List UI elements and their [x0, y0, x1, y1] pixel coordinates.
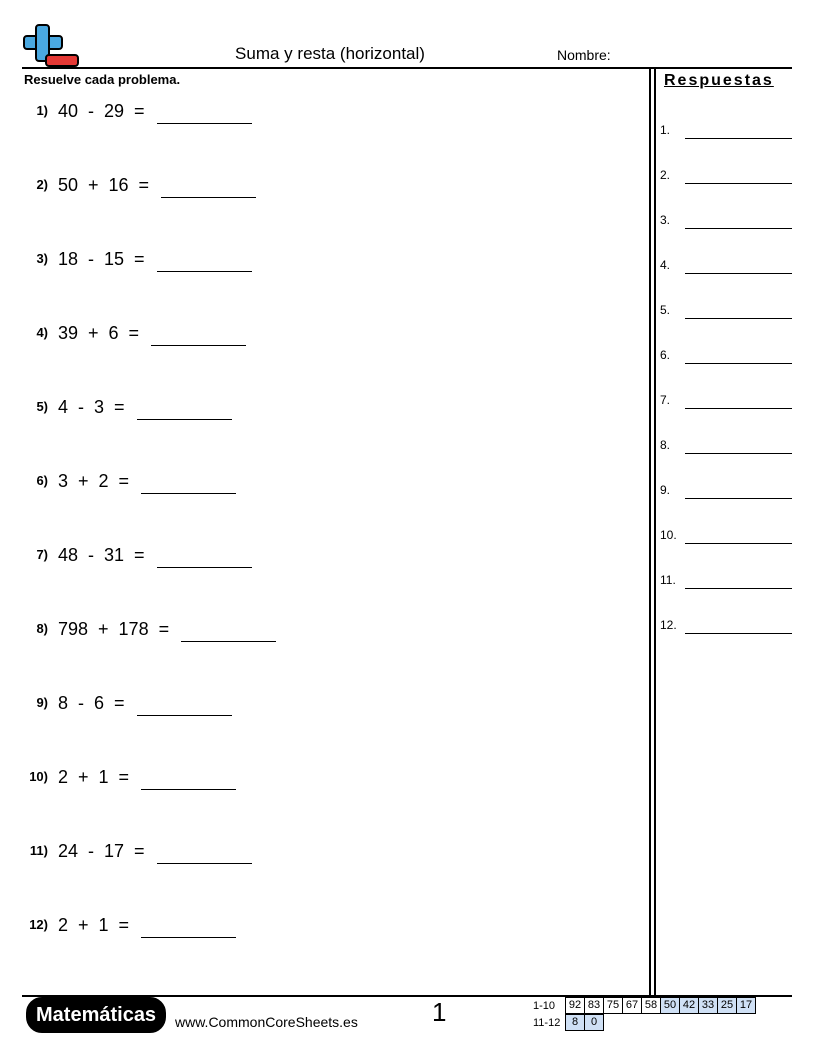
problem-row: [22, 470, 236, 494]
answer-blank[interactable]: [137, 399, 232, 420]
answer-number: 8.: [660, 438, 671, 452]
score-cell: 8: [565, 1014, 585, 1031]
problem-number: 4): [36, 325, 48, 340]
answer-number: 1.: [660, 123, 671, 137]
answer-number: 10.: [660, 528, 677, 542]
problem-row: [22, 100, 252, 124]
problem-expression: 798 + 178 =: [58, 619, 170, 639]
answer-blank[interactable]: [157, 251, 252, 272]
problem-number: 9): [36, 695, 48, 710]
problem-row: [22, 914, 236, 938]
answer-line[interactable]: [685, 138, 792, 139]
answer-number: 9.: [660, 483, 671, 497]
answer-line[interactable]: [685, 183, 792, 184]
problem-expression: 39 + 6 =: [58, 323, 140, 343]
score-cell: 58: [641, 997, 661, 1014]
answer-line[interactable]: [685, 408, 792, 409]
answer-blank[interactable]: [157, 843, 252, 864]
answer-blank[interactable]: [161, 177, 256, 198]
score-cell: 67: [622, 997, 642, 1014]
answer-line[interactable]: [685, 498, 792, 499]
answer-row: [660, 526, 792, 544]
problem-number: 11): [29, 843, 48, 858]
score-cell: 83: [584, 997, 604, 1014]
answers-title: Respuestas: [664, 72, 774, 89]
header-divider: [22, 67, 792, 69]
answer-row: [660, 481, 792, 499]
score-cell: 92: [565, 997, 585, 1014]
problem-number: 6): [36, 473, 48, 488]
problem-row: [22, 544, 252, 568]
problem-number: 10): [29, 769, 48, 784]
answer-row: [660, 256, 792, 274]
page-number: 1: [432, 997, 447, 1027]
answer-line[interactable]: [685, 273, 792, 274]
answer-row: [660, 391, 792, 409]
score-cell: 33: [698, 997, 718, 1014]
problem-row: [22, 396, 232, 420]
answer-number: 12.: [660, 618, 677, 632]
score-row: [533, 1014, 604, 1031]
problem-expression: 8 - 6 =: [58, 693, 125, 713]
problem-row: [22, 766, 236, 790]
problem-number: 7): [36, 547, 48, 562]
problem-row: [22, 840, 252, 864]
answer-number: 6.: [660, 348, 671, 362]
answer-row: [660, 436, 792, 454]
problem-row: [22, 248, 252, 272]
score-cell: 17: [736, 997, 756, 1014]
column-divider-inner: [654, 68, 656, 996]
answer-row: [660, 301, 792, 319]
answer-blank[interactable]: [141, 769, 236, 790]
problem-expression: 48 - 31 =: [58, 545, 145, 565]
answer-number: 2.: [660, 168, 671, 182]
answer-line[interactable]: [685, 453, 792, 454]
score-cell: 50: [660, 997, 680, 1014]
answer-blank[interactable]: [151, 325, 246, 346]
problem-number: 8): [36, 621, 48, 636]
problem-number: 5): [36, 399, 48, 414]
problem-expression: 18 - 15 =: [58, 249, 145, 269]
answer-row: [660, 571, 792, 589]
problem-expression: 40 - 29 =: [58, 101, 145, 121]
answer-row: [660, 616, 792, 634]
score-cell: 75: [603, 997, 623, 1014]
answer-row: [660, 346, 792, 364]
problem-row: [22, 322, 246, 346]
problem-expression: 2 + 1 =: [58, 915, 130, 935]
answer-blank[interactable]: [181, 621, 276, 642]
problem-row: [22, 618, 276, 642]
score-range-label: 1-10: [533, 999, 556, 1012]
problem-expression: 2 + 1 =: [58, 767, 130, 787]
answer-number: 11.: [660, 573, 676, 587]
worksheet-title: Suma y resta (horizontal): [235, 44, 425, 63]
problem-expression: 50 + 16 =: [58, 175, 150, 195]
score-cell: 42: [679, 997, 699, 1014]
answer-blank[interactable]: [141, 917, 236, 938]
answer-number: 5.: [660, 303, 671, 317]
problem-number: 2): [36, 177, 48, 192]
answer-row: [660, 166, 792, 184]
score-cell: 0: [584, 1014, 604, 1031]
answer-blank[interactable]: [141, 473, 236, 494]
problem-number: 12): [29, 917, 48, 932]
answer-line[interactable]: [685, 543, 792, 544]
site-url: www.CommonCoreSheets.es: [175, 1014, 358, 1030]
answer-line[interactable]: [685, 363, 792, 364]
answer-blank[interactable]: [137, 695, 232, 716]
answer-number: 7.: [660, 393, 671, 407]
problem-number: 3): [36, 251, 48, 266]
instructions: Resuelve cada problema.: [24, 72, 181, 87]
answer-line[interactable]: [685, 228, 792, 229]
answer-number: 3.: [660, 213, 671, 227]
answer-blank[interactable]: [157, 103, 252, 124]
problem-expression: 24 - 17 =: [58, 841, 145, 861]
answer-row: [660, 211, 792, 229]
problem-expression: 3 + 2 =: [58, 471, 130, 491]
answer-blank[interactable]: [157, 547, 252, 568]
name-label: Nombre:: [557, 47, 611, 63]
problem-number: 1): [36, 103, 48, 118]
column-divider: [649, 68, 651, 996]
problem-row: [22, 692, 232, 716]
answer-line[interactable]: [685, 318, 792, 319]
problem-expression: 4 - 3 =: [58, 397, 125, 417]
answer-row: [660, 121, 792, 139]
score-cell: 25: [717, 997, 737, 1014]
brand-logo: Matemáticas: [26, 997, 166, 1033]
score-range-label: 11-12: [533, 1016, 561, 1029]
answer-line[interactable]: [685, 633, 792, 634]
answer-number: 4.: [660, 258, 671, 272]
score-row: [533, 997, 756, 1014]
problem-row: [22, 174, 256, 198]
answer-line[interactable]: [685, 588, 792, 589]
